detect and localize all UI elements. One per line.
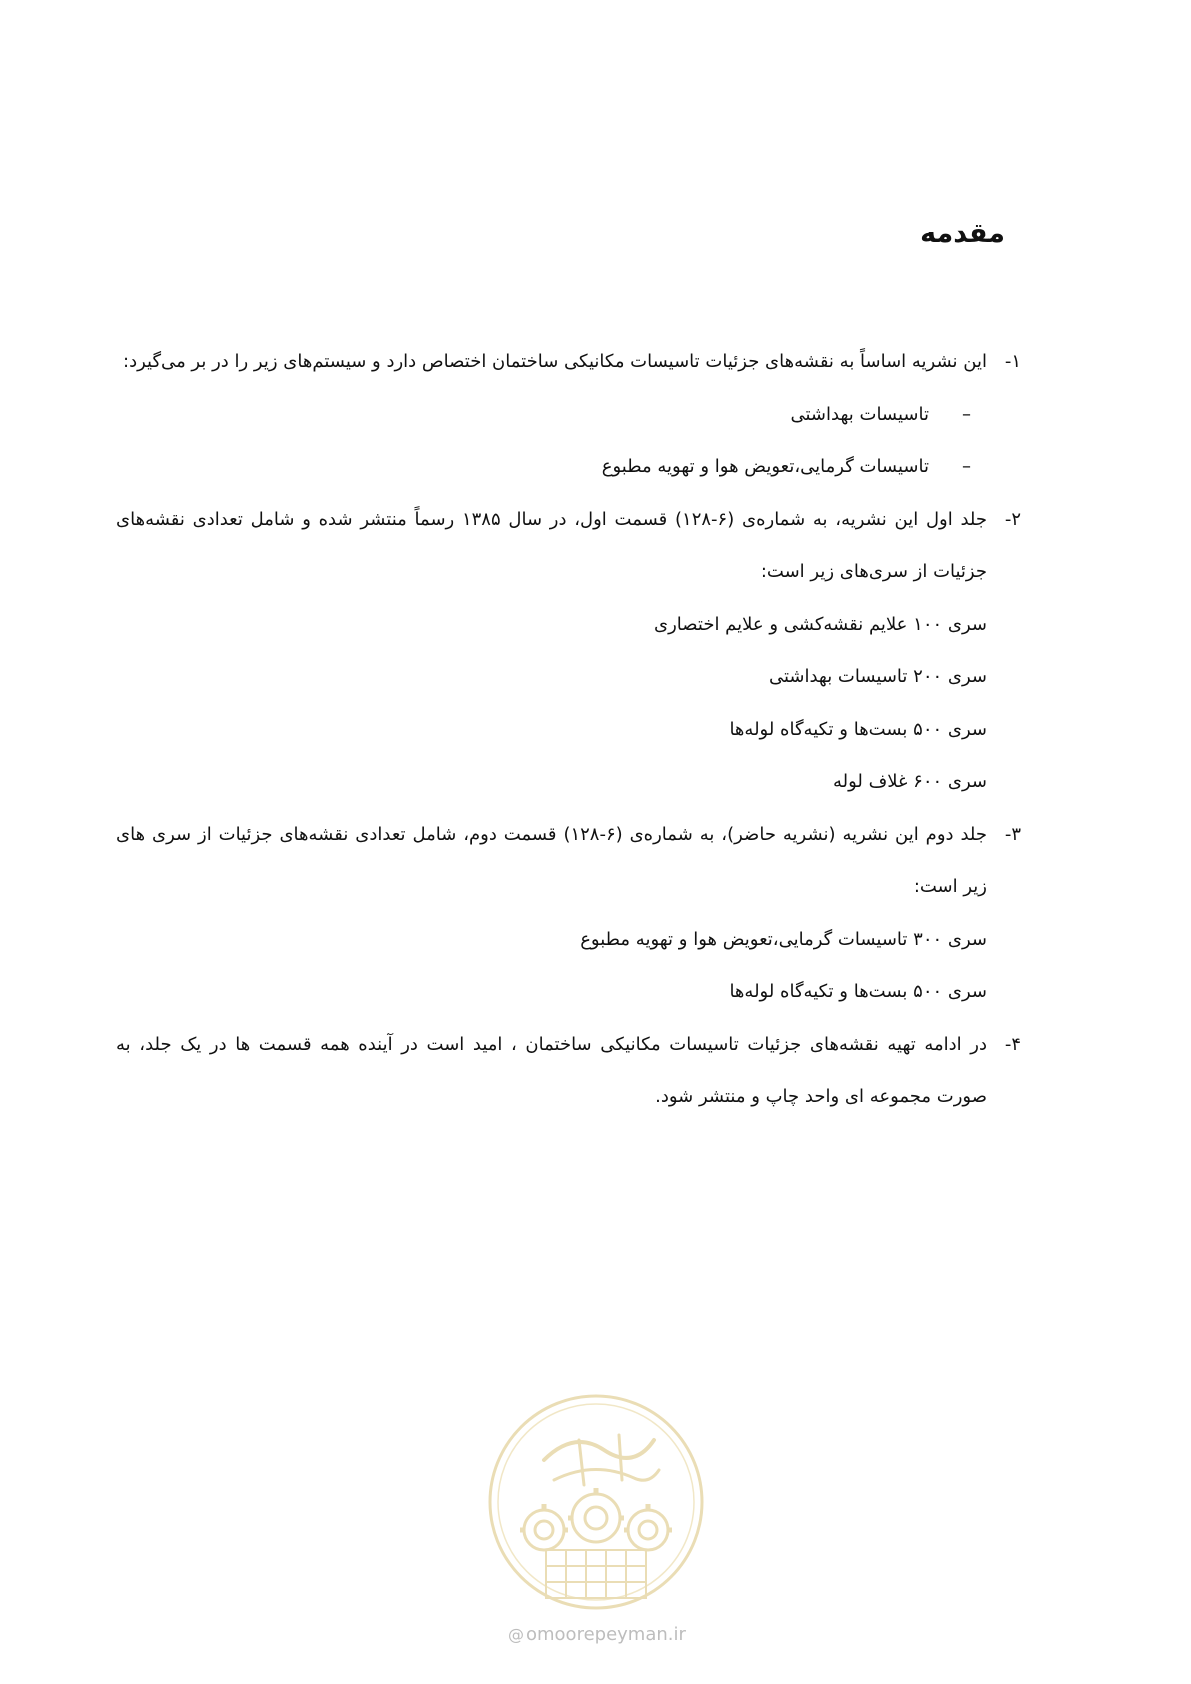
dash-marker: – <box>962 456 971 477</box>
item-number: ۲- <box>1004 508 1021 530</box>
item-text: در ادامه تهیه نقشه‌های جزئیات تاسیسات مکانیکی ساختمان ، امید است در آینده همه قسمت ها در یک جلد، به صورت مجموعه ای واحد چاپ و منتشر شود. <box>116 1033 987 1107</box>
dash-item <box>116 441 1021 494</box>
document-body <box>116 336 1021 1124</box>
series-line: سری ۳۰۰ تاسیسات گرمایی،تعویض هوا و تهویه مطبوع <box>580 928 987 950</box>
list-item <box>116 494 1021 599</box>
page-title: مقدمه <box>920 218 1005 249</box>
item-text: این نشریه اساساً به نقشه‌های جزئیات تاسیسات مکانیکی ساختمان اختصاص دارد و سیستم‌های زیر را در بر می‌گیرد: <box>123 351 987 372</box>
series-line: سری ۲۰۰ تاسیسات بهداشتی <box>768 666 987 687</box>
at-icon: @ <box>508 1625 524 1644</box>
dash-item-text: تاسیسات بهداشتی <box>790 403 929 425</box>
list-item <box>116 1019 1021 1124</box>
list-item <box>116 336 1021 389</box>
list-item <box>116 809 1021 914</box>
item-number: ۴- <box>1004 1033 1021 1055</box>
series-line: سری ۵۰۰ بست‌ها و تکیه‌گاه لوله‌ها <box>729 981 987 1002</box>
item-text: جلد اول این نشریه، به شماره‌ی (۶-۱۲۸) قسمت اول، در سال ۱۳۸۵ رسماً منتشر شده و شامل تعدادی نقشه‌های جزئیات از سری‌های زیر است: <box>116 508 988 582</box>
watermark-seal-logo <box>484 1390 708 1614</box>
dash-item-text: تاسیسات گرمایی،تعویض هوا و تهویه مطبوع <box>601 456 929 477</box>
series-line: سری ۶۰۰ غلاف لوله <box>832 771 987 792</box>
series-line: سری ۵۰۰ بست‌ها و تکیه‌گاه لوله‌ها <box>729 718 987 740</box>
dash-item <box>116 389 1021 442</box>
watermark-website <box>508 1624 708 1645</box>
watermark-website-text: omoorepeyman.ir <box>526 1624 686 1645</box>
series-line: سری ۱۰۰ علایم نقشه‌کشی و علایم اختصاری <box>654 613 987 635</box>
item-text: جلد دوم این نشریه (نشریه حاضر)، به شماره‌ی (۶-۱۲۸) قسمت دوم، شامل تعدادی نقشه‌های جزئیات از سری های زیر است: <box>116 823 987 897</box>
dash-marker: – <box>962 403 971 425</box>
item-number: ۳- <box>1004 823 1021 845</box>
item-number: ۱- <box>1004 351 1021 372</box>
